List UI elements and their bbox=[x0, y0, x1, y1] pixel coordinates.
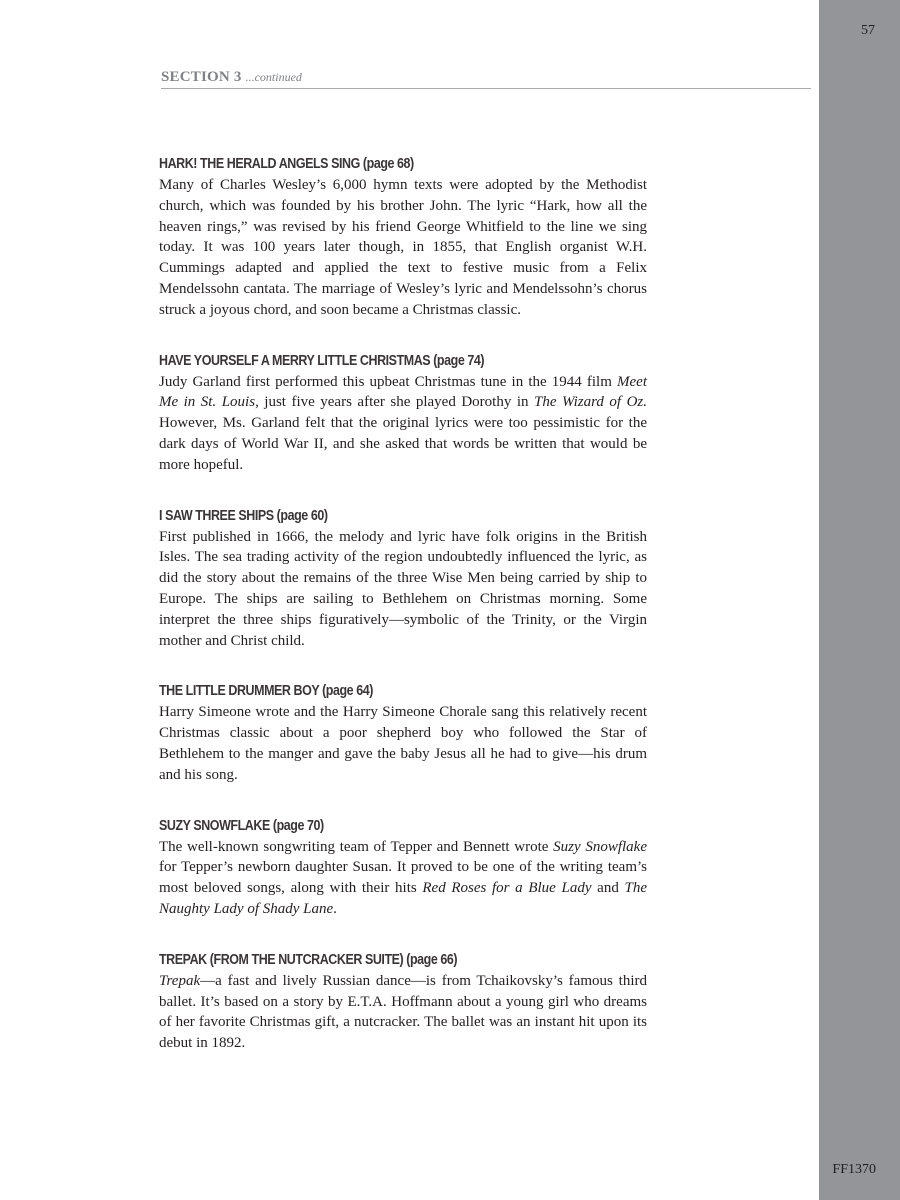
film-title: The Wizard of Oz. bbox=[533, 394, 647, 411]
song-title: HAVE YOURSELF A MERRY LITTLE CHRISTMAS (page 74) bbox=[159, 352, 485, 369]
song-entry bbox=[159, 680, 647, 785]
section-title: SECTION 3 bbox=[161, 69, 242, 85]
song-entry bbox=[159, 153, 647, 321]
page-edge-accent-bar bbox=[819, 0, 900, 1200]
page-number: 57 bbox=[861, 23, 875, 38]
song-entry bbox=[159, 949, 647, 1054]
song-description: Many of Charles Wesley’s 6,000 hymn texts were adopted by the Methodist church, which was founded by his brother John. The lyric “Hark, how all the heaven rings,” was revised by his friend George Whitfield to the line we sing today. It was 100 years later though, in 1855, that English organist W.H. Cummings adapted and applied the text to festive music from a Felix Mendelssohn cantata. The marriage of Wesley’s lyric and Mendelssohn’s chorus struck a joyous chord, and soon became a Christmas classic. bbox=[159, 177, 647, 318]
song-entry bbox=[159, 350, 647, 476]
song-description: The well-known songwriting team of Tepper and Bennett wrote Suzy Snowflake for Tepper’s newborn daughter Susan. It proved to be one of the writing team’s most beloved songs, along with their hits Red Roses for a Blue Lady and The Naughty Lady of Shady Lane. bbox=[159, 838, 647, 917]
song-title: HARK! THE HERALD ANGELS SING (page 68) bbox=[159, 156, 414, 172]
song-title: TREPAK (FROM THE NUTCRACKER SUITE) (page 66) bbox=[159, 951, 458, 968]
section-continued-label: ...continued bbox=[245, 70, 302, 84]
song-reference: The Naughty Lady of Shady Lane bbox=[159, 880, 647, 917]
song-reference: Trepak bbox=[159, 972, 201, 989]
song-entry bbox=[159, 815, 647, 920]
song-reference: Red Roses for a Blue Lady bbox=[422, 880, 592, 897]
section-header bbox=[161, 68, 811, 89]
song-description: Judy Garland first performed this upbeat Christmas tune in the 1944 film Meet Me in St. Louis, just five years after she played Dorothy in The Wizard of Oz. However, Ms. Garland felt that the original lyrics were too pessimistic for the dark days of World War II, and she asked that words be written that would be more hopeful. bbox=[159, 373, 647, 473]
song-description: Trepak—a fast and lively Russian dance—is from Tchaikovsky’s famous third ballet. It’s based on a story by E.T.A. Hoffmann about a young girl who dreams of her favorite Christmas gift, a nutcracker. The ballet was an instant hit upon its debut in 1892. bbox=[159, 972, 647, 1052]
song-description: Harry Simeone wrote and the Harry Simeone Chorale sang this relatively recent Christmas classic about a poor shepherd boy who followed the Star of Bethlehem to the manger and gave the baby Jesus all he had to give—his drum and his song. bbox=[159, 704, 647, 783]
song-notes bbox=[159, 153, 647, 1083]
song-title: I SAW THREE SHIPS (page 60) bbox=[159, 507, 328, 524]
film-title: Meet Me in St. Louis bbox=[159, 373, 647, 411]
song-title: SUZY SNOWFLAKE (page 70) bbox=[159, 817, 324, 834]
song-entry bbox=[159, 505, 647, 652]
song-description: First published in 1666, the melody and lyric have folk origins in the British Isles. The sea trading activity of the region undoubtedly influenced the lyric, as did the story about the remains of the three Wise Men being carried by ship to Europe. The ships are sailing to Bethlehem on Christmas morning. Some interpret the three ships figuratively—symbolic of the Trinity, or the Virgin mother and Christ child. bbox=[159, 528, 647, 649]
catalog-code: FF1370 bbox=[832, 1162, 876, 1177]
song-title: THE LITTLE DRUMMER BOY (page 64) bbox=[159, 683, 373, 700]
song-reference: Suzy Snowflake bbox=[553, 838, 647, 855]
